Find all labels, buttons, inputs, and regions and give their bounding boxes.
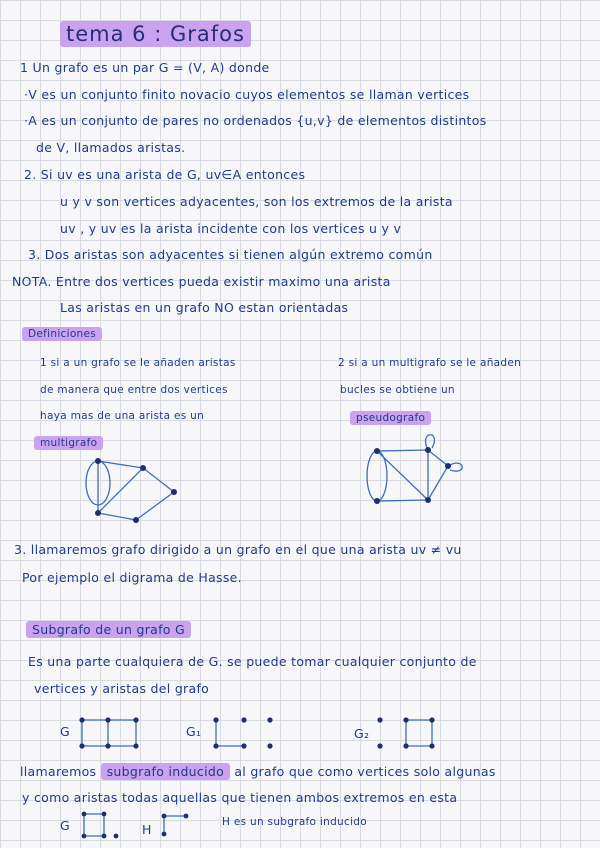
vertex (184, 814, 189, 819)
multigrafo-term: multigrafo (34, 437, 103, 449)
vertex (213, 743, 218, 748)
vertex (425, 497, 431, 503)
vertex (79, 743, 84, 748)
vertex (82, 812, 87, 817)
line-9: NOTA. Entre dos vertices pueda existir maximo una arista (12, 274, 391, 289)
vertex (213, 717, 218, 722)
vertex (267, 743, 272, 748)
graph-g-label: G (60, 724, 70, 739)
vertex (102, 834, 107, 839)
vertex (133, 743, 138, 748)
line-7: uv , y uv es la arista incidente con los vertices u y v (60, 221, 402, 236)
dirigido-line-2: Por ejemplo el digrama de Hasse. (22, 570, 242, 585)
pseudografo-term: pseudografo (350, 412, 431, 424)
vertex (82, 834, 87, 839)
graph-g1-diagram (210, 716, 280, 752)
vertex (377, 743, 382, 748)
vertex (133, 717, 138, 722)
vertex (267, 717, 272, 722)
vertex (95, 510, 101, 516)
vertex (162, 814, 167, 819)
title-highlight: tema 6 : Grafos (60, 21, 251, 47)
line-10: Las aristas en un grafo NO estan orientadas (60, 300, 349, 315)
vertex (377, 717, 382, 722)
def-left-3: haya mas de una arista es un (40, 410, 205, 422)
multigraph-diagram (78, 458, 188, 528)
vertex (171, 489, 177, 495)
inducido-line: llamaremos subgrafo inducido al grafo que como vertices solo algunas (20, 764, 496, 779)
vertex (162, 832, 167, 837)
graph-h-diagram (156, 810, 196, 842)
page-title (60, 22, 251, 46)
vertex (374, 448, 380, 454)
vertex (102, 812, 107, 817)
dirigido-line-1: 3. llamaremos grafo dirigido a un grafo en el que una arista uv ≠ vu (14, 542, 462, 557)
graph-h-label: H (142, 822, 152, 837)
h-note: H es un subgrafo inducido (222, 816, 367, 828)
graph-g2-diagram (376, 716, 446, 752)
pseudograph-diagram (360, 428, 470, 508)
subgrafo-heading: Subgrafo de un grafo G (26, 622, 191, 637)
line-2: ·V es un conjunto finito novacio cuyos elementos se llaman vertices (24, 87, 470, 102)
graph-g2-label: G₂ (354, 726, 370, 741)
graph-g-diagram (78, 716, 148, 752)
line-3: ·A es un conjunto de pares no ordenados {u,v} de elementos distintos (24, 113, 487, 128)
inducido-line-2: y como aristas todas aquellas que tienen ambos extremos en esta (22, 790, 458, 805)
graph-g-label-2: G (60, 818, 70, 833)
definiciones-label: Definiciones (22, 328, 102, 340)
line-8: 3. Dos aristas son adyacentes si tienen algún extremo común (28, 247, 433, 262)
def-right-2: bucles se obtiene un (340, 384, 455, 396)
vertex (105, 717, 110, 722)
line-4: de V, llamados aristas. (36, 140, 186, 155)
vertex (114, 834, 119, 839)
vertex (445, 463, 451, 469)
vertex (140, 465, 146, 471)
vertex (79, 717, 84, 722)
vertex (429, 717, 434, 722)
def-left-1: 1 si a un grafo se le añaden aristas (40, 357, 236, 369)
def-left-2: de manera que entre dos vertices (40, 384, 228, 396)
vertex (425, 447, 431, 453)
line-6: u y v son vertices adyacentes, son los extremos de la arista (60, 194, 453, 209)
graph-g-small-diagram (80, 810, 120, 842)
vertex (95, 458, 101, 464)
vertex (403, 717, 408, 722)
graph-g1-label: G₁ (186, 724, 202, 739)
vertex (133, 517, 139, 523)
vertex (105, 743, 110, 748)
vertex (241, 743, 246, 748)
def-right-1: 2 si a un multigrafo se le añaden (338, 357, 522, 369)
vertex (403, 743, 408, 748)
vertex (374, 498, 380, 504)
subgrafo-line-1: Es una parte cualquiera de G. se puede tomar cualquier conjunto de (28, 654, 477, 669)
vertex (241, 717, 246, 722)
line-5: 2. Si uv es una arista de G, uv∈A entonces (24, 167, 306, 182)
vertex (429, 743, 434, 748)
line-1: 1 Un grafo es un par G = (V, A) donde (20, 60, 270, 75)
subgrafo-line-2: vertices y aristas del grafo (34, 681, 210, 696)
